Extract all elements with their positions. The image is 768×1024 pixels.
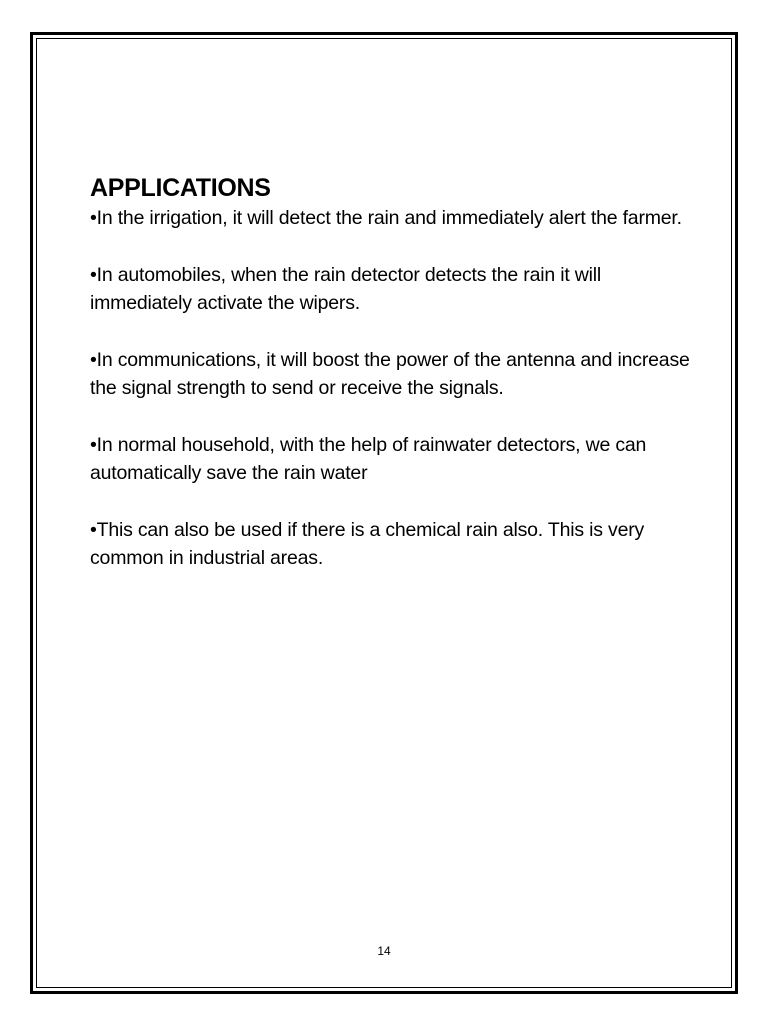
page-number: 14 (377, 944, 391, 958)
section-heading: APPLICATIONS (90, 174, 271, 202)
application-household: •In normal household, with the help of rainwater detectors, we can automatically save the rain water (90, 434, 647, 484)
page-content (90, 172, 690, 601)
application-irrigation: •In the irrigation, it will detect the rain and immediately alert the farmer. (90, 207, 682, 229)
application-communications: •In communications, it will boost the power of the antenna and increase the signal strength to send or receive the signals. (90, 349, 690, 399)
application-automobiles: •In automobiles, when the rain detector detects the rain it will immediately activate the wipers. (90, 264, 602, 314)
application-chemical-rain: •This can also be used if there is a chemical rain also. This is very common in industrial areas. (90, 519, 645, 569)
